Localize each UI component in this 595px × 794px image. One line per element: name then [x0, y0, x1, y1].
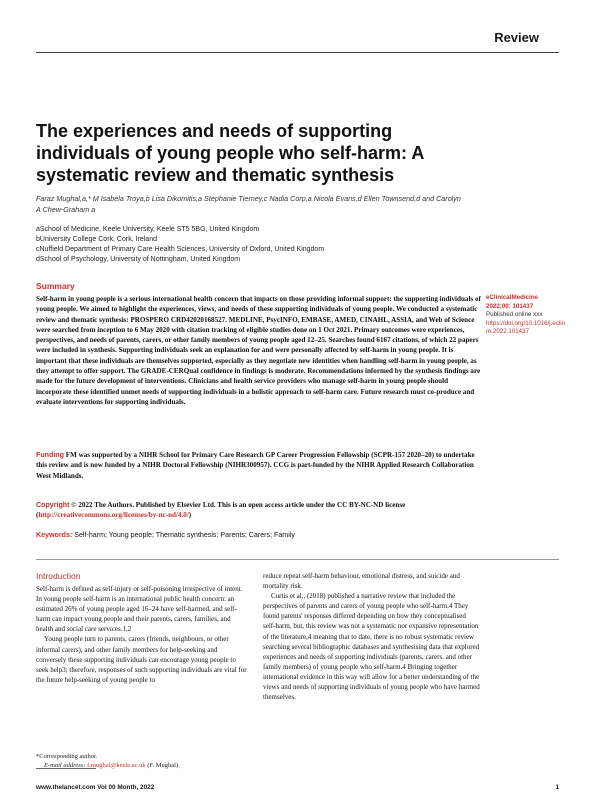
journal-volume: 2022;00: 101437: [486, 302, 534, 310]
intro-right-column: [263, 571, 480, 702]
intro-paragraph: Young people turn to parents, carers (friends, neighbours, or other informal carers), and other family members for help-seeking and conversely these supporting individuals can encourage young people to seek help3; therefore, responses of such supporting individuals are vital for the future help-seeking of young people to: [36, 635, 247, 684]
journal-name: eClinicalMedicine: [486, 294, 538, 301]
page-number: 1: [555, 784, 559, 791]
introduction-heading: Introduction: [36, 571, 81, 581]
article-title: The experiences and needs of supporting individuals of young people who self-harm: A systematic review and thematic synthesis: [36, 121, 424, 185]
intro-paragraph: Self-harm is defined as self-injury or self-poisoning irrespective of intent. In young people self-harm is an international public health concern: an estimated 26% of young people aged 16–24 have self-harmed, and self-harm can impact young people and their parents, carers, families, and health and social care services.1,2: [36, 585, 243, 634]
published-online: Published online xxx: [486, 311, 543, 319]
keywords-label: Keywords:: [36, 531, 73, 539]
summary-body: Self-harm in young people is a serious international health concern that impacts on those providing informal support: the supporting individuals of young people. We aimed to highlight the experiences, views, and needs of these supporting individuals of young people. We conducted a systematic review and thematic synthesis: PROSPERO CRD42020168527. MEDLINE, PsycINFO, EMBASE, AMED, CINAHL, ASSIA, and Web of Science were searched from inception to 6 May 2020 with citation tracking of eligible studies done on 1 Oct 2021. Primary outcomes were experiences, perspectives, and needs of parents, carers, or other family members of young people aged 12–25. Searches found 6167 citations, of which 22 papers were included in synthesis. Supporting individuals seek an explanation for and were personally affected by self-harm in young people. It is important that these individuals are themselves supported, especially as they negotiate new identities when handling self-harm in young people, as they attempt to offer support. The GRADE-CERQual confidence in findings is moderate. Recommendations informed by the synthesis findings are made for the future development of interventions. Clinicians and health service providers who manage self-harm in young people should incorporate these identified unmet needs of supporting individuals in a holistic approach to self-harm care. Future research must co-produce and evaluate interventions for supporting individuals.: [36, 295, 481, 406]
affiliation-a: aSchool of Medicine, Keele University, Keele ST5 5BG, United Kingdom: [36, 226, 260, 233]
affiliation-c: cNuffield Department of Primary Care Health Sciences, University of Oxford, United Kingdom: [36, 246, 325, 253]
email-link[interactable]: f.mughal@keele.ac.uk: [87, 762, 146, 769]
header-rule: [36, 52, 559, 53]
email-suffix: (F. Mughal).: [147, 762, 180, 769]
affiliation-d: dSchool of Psychology, University of Nottingham, United Kingdom: [36, 256, 241, 263]
intro-paragraph: reduce repeat self-harm behaviour, emotional distress, and suicide and mortality risk.: [263, 572, 460, 591]
funding-label: Funding: [36, 451, 64, 459]
keywords-section: [36, 530, 482, 540]
funding-text: FM was supported by a NIHR School for Primary Care Research GP Career Progression Fellowship (SCPR-157 2020–20) to undertake this review and is now funded by a NIHR Doctoral Fellowship (NIHR300957). CCG is part-funded by the NIHR Applied Research Collaboration West Midlands.: [36, 451, 475, 480]
copyright-label: Copyright: [36, 501, 70, 509]
author-list: Faraz Mughal,a,* M Isabela Troya,b Lisa Dikomitis,a Stephanie Tierney,c Nadia Corp,a Nicola Evans,d Ellen Townsend,d and Carolyn A Chew-Graham a: [36, 194, 461, 214]
copyright-text: © 2022 The Authors. Published by Elsevier Ltd. This is an open access article under the CC BY-NC-ND license (: [36, 501, 406, 520]
affiliations: [36, 225, 466, 265]
email-line: [36, 761, 256, 770]
copyright-section: [36, 500, 482, 521]
journal-sidebar: [486, 294, 568, 337]
footnote: [36, 752, 256, 770]
funding-section: [36, 450, 482, 481]
doi-link[interactable]: https://doi.org/10.1016/j.eclinm.2022.101437: [486, 319, 566, 336]
article-type-label: Review: [494, 30, 539, 45]
section-divider: [36, 559, 559, 560]
affiliation-b: bUniversity College Cork, Cork, Ireland: [36, 236, 157, 243]
footer-journal-info: www.thelancet.com Vol 00 Month, 2022: [36, 784, 155, 791]
copyright-close: ): [188, 511, 192, 520]
license-link[interactable]: http://creativecommons.org/licenses/by-nc-nd/4.0/: [38, 511, 189, 520]
intro-paragraph: Curtis et al., (2018) published a narrative review that included the perspectives of parents and carers of young people who self-harm.4 They found parents' responses differed depending on how they conceptualised self-harm, but, this review was not a systematic nor expansive representation of the literature,4 meaning that to date, there is no robust systematic review searching several bibliographic databases and synthesising data that explored experiences and needs of supporting individuals (parents, carers, and other family members) of young people who self-harm.4 Bringing together international evidence in this way will allow for a better understanding of the views and needs of supporting individuals of young people who have harmed themselves.: [263, 592, 480, 702]
intro-left-column: [36, 584, 248, 685]
corresponding-author-note: *Corresponding author.: [36, 753, 98, 760]
email-label: E-mail address:: [44, 762, 86, 769]
keywords-text: Self-harm; Young people; Thematic synthesis; Parents; Carers; Family: [74, 531, 295, 539]
summary-heading: Summary: [36, 281, 75, 291]
